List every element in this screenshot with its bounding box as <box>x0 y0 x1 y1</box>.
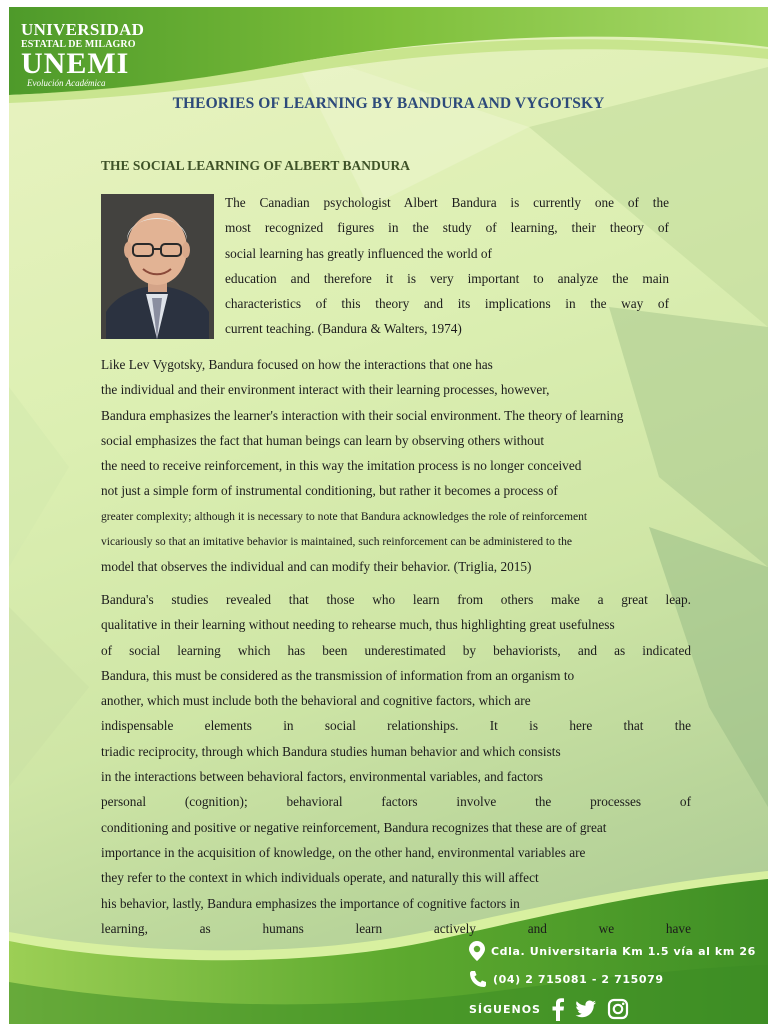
phone-text: (04) 2 715081 - 2 715079 <box>493 972 664 986</box>
portrait-photo <box>101 194 214 339</box>
address-row <box>469 937 756 965</box>
twitter-icon[interactable] <box>575 999 597 1019</box>
intro-paragraph <box>225 190 669 342</box>
instagram-icon[interactable] <box>607 998 629 1020</box>
logo-line-2: ESTATAL DE MILAGRO <box>21 39 136 50</box>
text-line: social learning has greatly influenced the world of <box>225 245 492 261</box>
text-line: in the interactions between behavioral factors, environmental variables, and factors <box>101 769 543 785</box>
text-line: triadic reciprocity, through which Bandura studies human behavior and which consists <box>101 743 561 759</box>
text-line: the individual and their environment interact with their learning processes, however, <box>101 382 550 398</box>
location-pin-icon <box>469 941 485 961</box>
text-line: Like Lev Vygotsky, Bandura focused on how the interactions that one has <box>101 357 493 372</box>
text-line: the need to receive reinforcement, in this way the imitation process is no longer conceived <box>101 458 582 474</box>
document-page <box>9 7 768 1024</box>
address-text: Cdla. Universitaria Km 1.5 vía al km 26 <box>491 944 756 958</box>
footer-contact <box>469 937 756 1021</box>
text-line: greater complexity; although it is necessary to note that Bandura acknowledges the role of reinforcement <box>101 509 588 523</box>
text-line: The Canadian psychologist Albert Bandura is currently one of the <box>225 195 669 210</box>
page-title: THEORIES OF LEARNING BY BANDURA AND VYGOTSKY <box>172 95 605 112</box>
text-line: his behavior, lastly, Bandura emphasizes the importance of cognitive factors in <box>101 895 520 911</box>
text-line: Bandura's studies revealed that those who learn from others make a great leap. <box>101 592 691 607</box>
text-line: learning, as humans learn actively and we have <box>101 920 691 936</box>
text-line: Bandura emphasizes the learner's interaction with their social environment. The theory of learning <box>101 407 624 423</box>
text-line: Bandura, this must be considered as the transmission of information from an organism to <box>101 667 575 683</box>
logo-line-1: UNIVERSIDAD <box>21 20 145 39</box>
text-line: education and therefore it is very important to analyze the main <box>225 270 669 286</box>
university-logo <box>21 20 145 88</box>
social-row <box>469 997 756 1021</box>
text-line: current teaching. (Bandura & Walters, 1974) <box>225 321 462 337</box>
text-line: importance in the acquisition of knowledge, on the other hand, environmental variables are <box>101 844 586 860</box>
section-title: THE SOCIAL LEARNING OF ALBERT BANDURA <box>101 158 410 173</box>
text-line: vicariously so that an imitative behavior is maintained, such reinforcement can be administered to the <box>101 535 573 549</box>
text-line: they refer to the context in which individuals operate, and naturally this will affect <box>101 870 539 886</box>
paragraph-2 <box>101 587 691 941</box>
paragraph-1 <box>101 352 691 580</box>
text-line: characteristics of this theory and its implications in the way of <box>225 296 669 312</box>
logo-tagline: Evolución Académica <box>27 78 106 88</box>
phone-icon <box>469 970 487 988</box>
logo-line-3: UNEMI <box>21 47 130 80</box>
text-line: social emphasizes the fact that human beings can learn by observing others without <box>101 432 545 448</box>
text-line: model that observes the individual and can modify their behavior. (Triglia, 2015) <box>101 559 532 575</box>
follow-label: SÍGUENOS <box>469 1002 541 1016</box>
text-line: qualitative in their learning without needing to rehearse much, thus highlighting great usefulness <box>101 617 615 633</box>
text-line: another, which must include both the behavioral and cognitive factors, which are <box>101 693 531 709</box>
text-line: conditioning and positive or negative reinforcement, Bandura recognizes that these are of great <box>101 819 607 835</box>
text-line: personal (cognition); behavioral factors involve the processes of <box>101 794 691 810</box>
text-line: most recognized figures in the study of learning, their theory of <box>225 220 669 236</box>
text-line: of social learning which has been underestimated by behaviorists, and as indicated <box>101 642 691 658</box>
facebook-icon[interactable] <box>551 997 565 1021</box>
phone-row <box>469 965 756 993</box>
text-line: indispensable elements in social relationships. It is here that the <box>101 718 691 734</box>
text-line: not just a simple form of instrumental conditioning, but rather it becomes a process of <box>101 483 558 499</box>
